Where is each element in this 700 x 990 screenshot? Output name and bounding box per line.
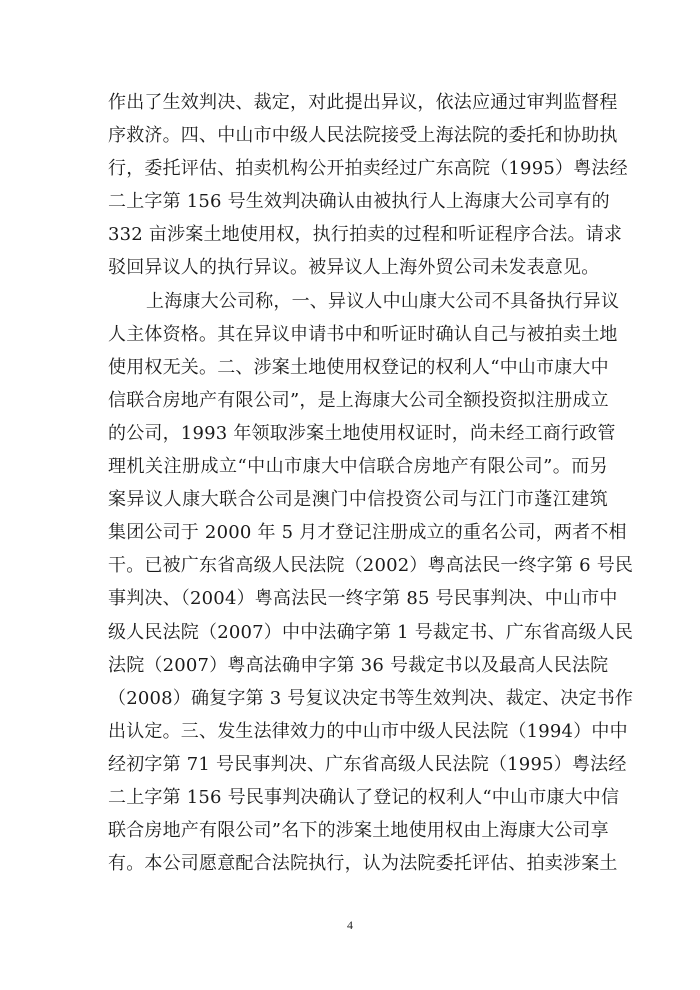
text-line: 使用权无关。二、涉案土地使用权登记的权利人“中山市康大中 <box>108 356 609 378</box>
text-line: 事判决、（2004）粤高法民一终字第 85 号民事判决、中山市中 <box>108 588 618 610</box>
text-line: 联合房地产有限公司”名下的涉案土地使用权由上海康大公司享 <box>108 820 609 842</box>
text-line: 作出了生效判决、裁定，对此提出异议，依法应通过审判监督程 <box>108 92 618 113</box>
text-line: 级人民法院（2007）中中法确字第 1 号裁定书、广东省高级人民 <box>108 621 634 643</box>
text-line: 有。本公司愿意配合法院执行，认为法院委托评估、拍卖涉案土 <box>108 853 618 875</box>
body-text <box>108 86 634 880</box>
text-line: 经初字第 71 号民事判决、广东省高级人民法院（1995）粤法经 <box>108 753 627 775</box>
text-line: 的公司，1993 年领取涉案土地使用权证时，尚未经工商行政管 <box>108 422 616 444</box>
text-line: 序救济。四、中山市中级人民法院接受上海法院的委托和协助执 <box>108 125 618 147</box>
page-number: 4 <box>347 918 353 932</box>
text-line: 出认定。三、发生法律效力的中山市中级人民法院（1994）中中 <box>108 720 628 742</box>
text-line: 332 亩涉案土地使用权，执行拍卖的过程和听证程序合法。请求 <box>108 224 623 246</box>
text-line: 案异议人康大联合公司是澳门中信投资公司与江门市蓬江建筑 <box>108 489 608 511</box>
text-line: 驳回异议人的执行异议。被异议人上海外贸公司未发表意见。 <box>108 257 600 279</box>
text-line: 行，委托评估、拍卖机构公开拍卖经过广东高院（1995）粤法经 <box>108 158 628 180</box>
text-line: 二上字第 156 号民事判决确认了登记的权利人“中山市康大中信 <box>108 786 620 808</box>
text-line: 人主体资格。其在异议申请书中和听证时确认自己与被拍卖土地 <box>108 323 618 345</box>
text-line: 集团公司于 2000 年 5 月才登记注册成立的重名公司，两者不相 <box>108 522 627 544</box>
text-line: 法院（2007）粤高法确申字第 36 号裁定书以及最高人民法院 <box>108 654 609 676</box>
text-line: （2008）确复字第 3 号复议决定书等生效判决、裁定、决定书作 <box>108 687 634 709</box>
text-line: 理机关注册成立“中山市康大中信联合房地产有限公司”。而另 <box>108 456 608 478</box>
text-line: 干。已被广东省高级人民法院（2002）粤高法民一终字第 6 号民 <box>108 555 634 577</box>
text-line: 上海康大公司称，一、异议人中山康大公司不具备执行异议 <box>146 290 620 312</box>
text-line: 信联合房地产有限公司”，是上海康大公司全额投资拟注册成立 <box>108 389 609 411</box>
text-line: 二上字第 156 号生效判决确认由被执行人上海康大公司享有的 <box>108 191 610 213</box>
